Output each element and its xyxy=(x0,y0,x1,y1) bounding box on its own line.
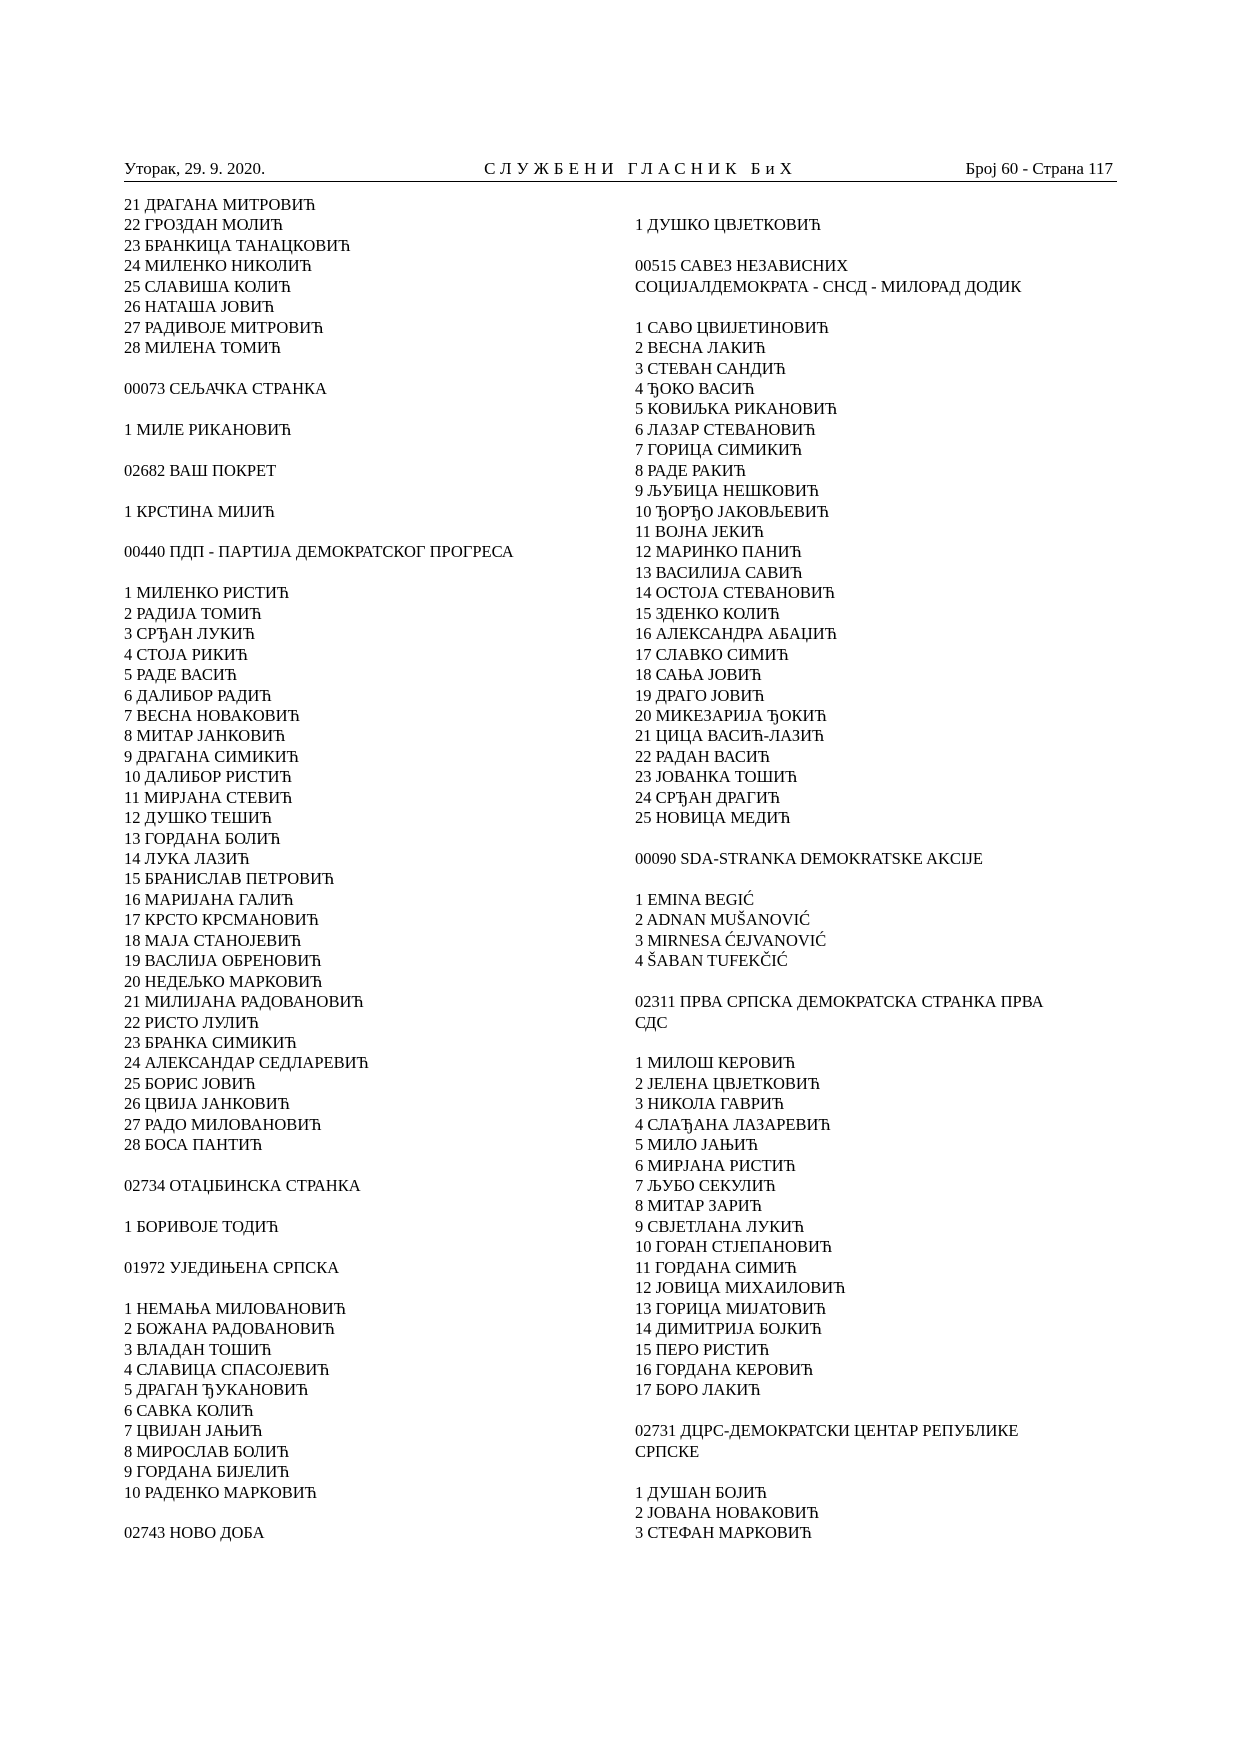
list-item: 6 МИРЈАНА РИСТИЋ xyxy=(635,1155,796,1175)
party-heading: 02311 ПРВА СРПСКА ДЕМОКРАТСКА СТРАНКА ПРВА xyxy=(635,992,1044,1012)
list-item: 2 ЈОВАНА НОВАКОВИЋ xyxy=(635,1503,819,1522)
list-item: 1 НЕМАЊА МИЛОВАНОВИЋ xyxy=(124,1298,346,1318)
list-item: 17 СЛАВКО СИМИЋ xyxy=(635,644,789,664)
list-item: 1 МИЛЕ РИКАНОВИЋ xyxy=(124,419,292,439)
list-item: 8 МИТАР ЗАРИЋ xyxy=(635,1196,762,1216)
list-item: 10 РАДЕНКО МАРКОВИЋ xyxy=(124,1482,317,1502)
list-item: 3 MIRNESA ĆEJVANOVIĆ xyxy=(635,930,827,950)
header-date: Уторак, 29. 9. 2020. xyxy=(124,159,266,178)
list-item: 20 НЕДЕЉКО МАРКОВИЋ xyxy=(124,971,323,991)
blank-line xyxy=(635,236,1115,256)
list-item: 12 ЈОВИЦА МИХАИЛОВИЋ xyxy=(635,1278,846,1298)
list-item: 6 ДАЛИБОР РАДИЋ xyxy=(124,685,272,705)
list-item: 9 ДРАГАНА СИМИКИЋ xyxy=(124,746,299,766)
blank-line xyxy=(124,563,624,583)
list-item: 1 EMINA BEGIĆ xyxy=(635,889,755,909)
list-item: 22 ГРОЗДАН МОЛИЋ xyxy=(124,215,284,235)
list-item: 21 ДРАГАНА МИТРОВИЋ xyxy=(124,195,316,214)
blank-line xyxy=(124,1196,624,1216)
list-item: 16 МАРИЈАНА ГАЛИЋ xyxy=(124,889,294,909)
list-item: 13 ГОРИЦА МИЈАТОВИЋ xyxy=(635,1298,827,1318)
party-heading: 00090 SDA-STRANKA DEMOKRATSKE AKCIJE xyxy=(635,849,983,868)
header-page-number: Број 60 - Страна 117 xyxy=(965,159,1113,178)
header-title: СЛУЖБЕНИ ГЛАСНИК БиХ xyxy=(484,159,797,178)
party-heading: 02682 ВАШ ПОКРЕТ xyxy=(124,460,277,480)
list-item: СРПСКЕ xyxy=(635,1441,700,1461)
list-item: 22 РИСТО ЛУЛИЋ xyxy=(124,1012,259,1032)
list-item: 7 ВЕСНА НОВАКОВИЋ xyxy=(124,705,300,725)
list-item: 27 РАДО МИЛОВАНОВИЋ xyxy=(124,1114,322,1134)
list-item: 17 КРСТО КРСМАНОВИЋ xyxy=(124,910,319,930)
list-item: 2 ВЕСНА ЛАКИЋ xyxy=(635,338,766,358)
blank-line xyxy=(635,829,1115,849)
blank-line xyxy=(124,1156,624,1176)
party-heading: 00073 СЕЉАЧКА СТРАНКА xyxy=(124,378,327,398)
party-heading: 02734 ОТАЏБИНСКА СТРАНКА xyxy=(124,1176,361,1195)
list-item: 23 ЈОВАНКА ТОШИЋ xyxy=(635,767,798,787)
list-item: 11 ГОРДАНА СИМИЋ xyxy=(635,1257,797,1277)
page-header xyxy=(124,159,1117,182)
list-item: 11 МИРЈАНА СТЕВИЋ xyxy=(124,787,293,807)
list-item: 19 ВАСЛИЈА ОБРЕНОВИЋ xyxy=(124,951,322,971)
list-item: 5 РАДЕ ВАСИЋ xyxy=(124,665,238,685)
list-item: 2 РАДИЈА ТОМИЋ xyxy=(124,603,262,623)
list-item: 7 ЉУБО СЕКУЛИЋ xyxy=(635,1176,776,1195)
list-item: 3 СРЂАН ЛУКИЋ xyxy=(124,624,255,644)
list-item: 5 МИЛО ЈАЊИЋ xyxy=(635,1135,759,1155)
list-item: 3 НИКОЛА ГАВРИЋ xyxy=(635,1094,785,1114)
list-item: 23 БРАНКА СИМИКИЋ xyxy=(124,1032,297,1052)
blank-line xyxy=(124,481,624,501)
list-item: 11 ВОЈНА ЈЕКИЋ xyxy=(635,522,764,541)
list-item: 8 МИРОСЛАВ БОЛИЋ xyxy=(124,1441,290,1461)
list-item: 2 ADNAN MUŠANOVIĆ xyxy=(635,910,811,930)
list-item: 24 МИЛЕНКО НИКОЛИЋ xyxy=(124,256,312,276)
blank-line xyxy=(124,1237,624,1257)
list-item: 25 БОРИС ЈОВИЋ xyxy=(124,1073,256,1093)
list-item: 18 МАЈА СТАНОЈЕВИЋ xyxy=(124,930,302,950)
list-item: 22 РАДАН ВАСИЋ xyxy=(635,746,771,766)
list-item: 3 ВЛАДАН ТОШИЋ xyxy=(124,1339,272,1359)
list-item: 4 ЂОКО ВАСИЋ xyxy=(635,378,755,398)
list-item: 19 ДРАГО ЈОВИЋ xyxy=(635,685,765,705)
blank-line xyxy=(124,359,624,379)
list-item: 5 КОВИЉКА РИКАНОВИЋ xyxy=(635,399,838,419)
blank-line xyxy=(635,1401,1115,1421)
blank-line xyxy=(635,869,1115,889)
list-item: 27 РАДИВОЈЕ МИТРОВИЋ xyxy=(124,317,324,337)
list-item: 1 ДУШАН БОЈИЋ xyxy=(635,1482,767,1502)
list-item: 1 БОРИВОЈЕ ТОДИЋ xyxy=(124,1216,279,1236)
list-item: 8 РАДЕ РАКИЋ xyxy=(635,460,746,480)
list-item: 4 СТОЈА РИКИЋ xyxy=(124,644,248,664)
party-heading: 01972 УЈЕДИЊЕНА СРПСКА xyxy=(124,1257,340,1277)
list-item: 24 АЛЕКСАНДАР СЕДЛАРЕВИЋ xyxy=(124,1053,369,1073)
list-item: 10 ГОРАН СТЈЕПАНОВИЋ xyxy=(635,1237,833,1257)
list-item: 6 ЛАЗАР СТЕВАНОВИЋ xyxy=(635,419,816,439)
list-item: 14 ДИМИТРИЈА БОЈКИЋ xyxy=(635,1319,822,1339)
party-heading: 02731 ДЦРС-ДЕМОКРАТСКИ ЦЕНТАР РЕПУБЛИКЕ xyxy=(635,1421,1019,1441)
list-item: 1 САВО ЦВИЈЕТИНОВИЋ xyxy=(635,317,829,337)
list-item: 14 ОСТОЈА СТЕВАНОВИЋ xyxy=(635,583,836,603)
list-item: 25 НОВИЦА МЕДИЋ xyxy=(635,808,791,828)
list-item: 1 ДУШКО ЦВЈЕТКОВИЋ xyxy=(635,215,821,235)
list-item: 3 СТЕВАН САНДИЋ xyxy=(635,358,786,378)
blank-line xyxy=(635,297,1115,317)
list-item: 7 ЦВИЈАН ЈАЊИЋ xyxy=(124,1421,263,1441)
blank-line xyxy=(124,399,624,419)
list-item: 8 МИТАР ЈАНКОВИЋ xyxy=(124,726,286,746)
list-item: 9 СВЈЕТЛАНА ЛУКИЋ xyxy=(635,1216,805,1236)
list-item: 21 МИЛИЈАНА РАДОВАНОВИЋ xyxy=(124,992,364,1012)
list-item: 26 НАТАША ЈОВИЋ xyxy=(124,297,275,317)
list-item: 10 ДАЛИБОР РИСТИЋ xyxy=(124,767,292,787)
list-item: 6 САВКА КОЛИЋ xyxy=(124,1400,254,1420)
blank-line xyxy=(635,972,1115,992)
list-item: 21 ЦИЦА ВАСИЋ-ЛАЗИЋ xyxy=(635,726,825,746)
list-item: 15 ПЕРО РИСТИЋ xyxy=(635,1339,770,1359)
party-heading: 00440 ПДП - ПАРТИЈА ДЕМОКРАТСКОГ ПРОГРЕСА xyxy=(124,542,514,562)
list-item: 28 БОСА ПАНТИЋ xyxy=(124,1135,263,1155)
list-item: 14 ЛУКА ЛАЗИЋ xyxy=(124,849,250,868)
list-item: 13 ВАСИЛИЈА САВИЋ xyxy=(635,562,803,582)
left-column xyxy=(124,195,624,1544)
list-item: 4 СЛАЂАНА ЛАЗАРЕВИЋ xyxy=(635,1114,831,1134)
list-item: 18 САЊА ЈОВИЋ xyxy=(635,665,762,685)
list-item: 16 АЛЕКСАНДРА АБАЏИЋ xyxy=(635,624,837,644)
list-item: 9 ЉУБИЦА НЕШКОВИЋ xyxy=(635,481,820,501)
blank-line xyxy=(635,1033,1115,1053)
list-item: 2 ЈЕЛЕНА ЦВЈЕТКОВИЋ xyxy=(635,1073,821,1093)
list-item: 15 БРАНИСЛАВ ПЕТРОВИЋ xyxy=(124,869,335,889)
list-item: 15 ЗДЕНКО КОЛИЋ xyxy=(635,603,780,623)
list-item: 1 КРСТИНА МИЈИЋ xyxy=(124,501,275,521)
list-item: 9 ГОРДАНА БИЈЕЛИЋ xyxy=(124,1462,290,1482)
list-item: 3 СТЕФАН МАРКОВИЋ xyxy=(635,1523,812,1543)
list-item: 1 МИЛОШ КЕРОВИЋ xyxy=(635,1053,796,1073)
list-item: 26 ЦВИЈА ЈАНКОВИЋ xyxy=(124,1094,290,1114)
party-heading: 02743 НОВО ДОБА xyxy=(124,1523,265,1543)
list-item: СОЦИЈАЛДЕМОКРАТА - СНСД - МИЛОРАД ДОДИК xyxy=(635,276,1022,296)
list-item: 7 ГОРИЦА СИМИКИЋ xyxy=(635,440,803,460)
blank-line xyxy=(124,1503,624,1523)
list-item: 13 ГОРДАНА БОЛИЋ xyxy=(124,828,281,848)
list-item: 23 БРАНКИЦА ТАНАЦКОВИЋ xyxy=(124,235,351,255)
blank-line xyxy=(124,522,624,542)
list-item: 12 ДУШКО ТЕШИЋ xyxy=(124,808,272,828)
list-item: 28 МИЛЕНА ТОМИЋ xyxy=(124,338,282,358)
list-item: 4 СЛАВИЦА СПАСОЈЕВИЋ xyxy=(124,1359,330,1379)
right-column xyxy=(635,195,1115,1544)
list-item: СДС xyxy=(635,1012,668,1032)
party-heading: 00515 САВЕЗ НЕЗАВИСНИХ xyxy=(635,256,849,276)
blank-line xyxy=(635,195,1115,215)
list-item: 20 МИКЕЗАРИЈА ЂОКИЋ xyxy=(635,705,827,725)
list-item: 12 МАРИНКО ПАНИЋ xyxy=(635,542,802,562)
list-item: 4 ŠABAN TUFEKČIĆ xyxy=(635,951,788,971)
list-item: 1 МИЛЕНКО РИСТИЋ xyxy=(124,583,290,603)
list-item: 5 ДРАГАН ЂУКАНОВИЋ xyxy=(124,1380,309,1400)
blank-line xyxy=(124,440,624,460)
list-item: 2 БОЖАНА РАДОВАНОВИЋ xyxy=(124,1319,335,1339)
blank-line xyxy=(635,1462,1115,1482)
blank-line xyxy=(124,1278,624,1298)
list-item: 25 СЛАВИША КОЛИЋ xyxy=(124,276,291,296)
list-item: 10 ЂОРЂО ЈАКОВЉЕВИЋ xyxy=(635,501,830,521)
list-item: 16 ГОРДАНА КЕРОВИЋ xyxy=(635,1359,814,1379)
list-item: 24 СРЂАН ДРАГИЋ xyxy=(635,787,781,807)
list-item: 17 БОРО ЛАКИЋ xyxy=(635,1380,761,1400)
